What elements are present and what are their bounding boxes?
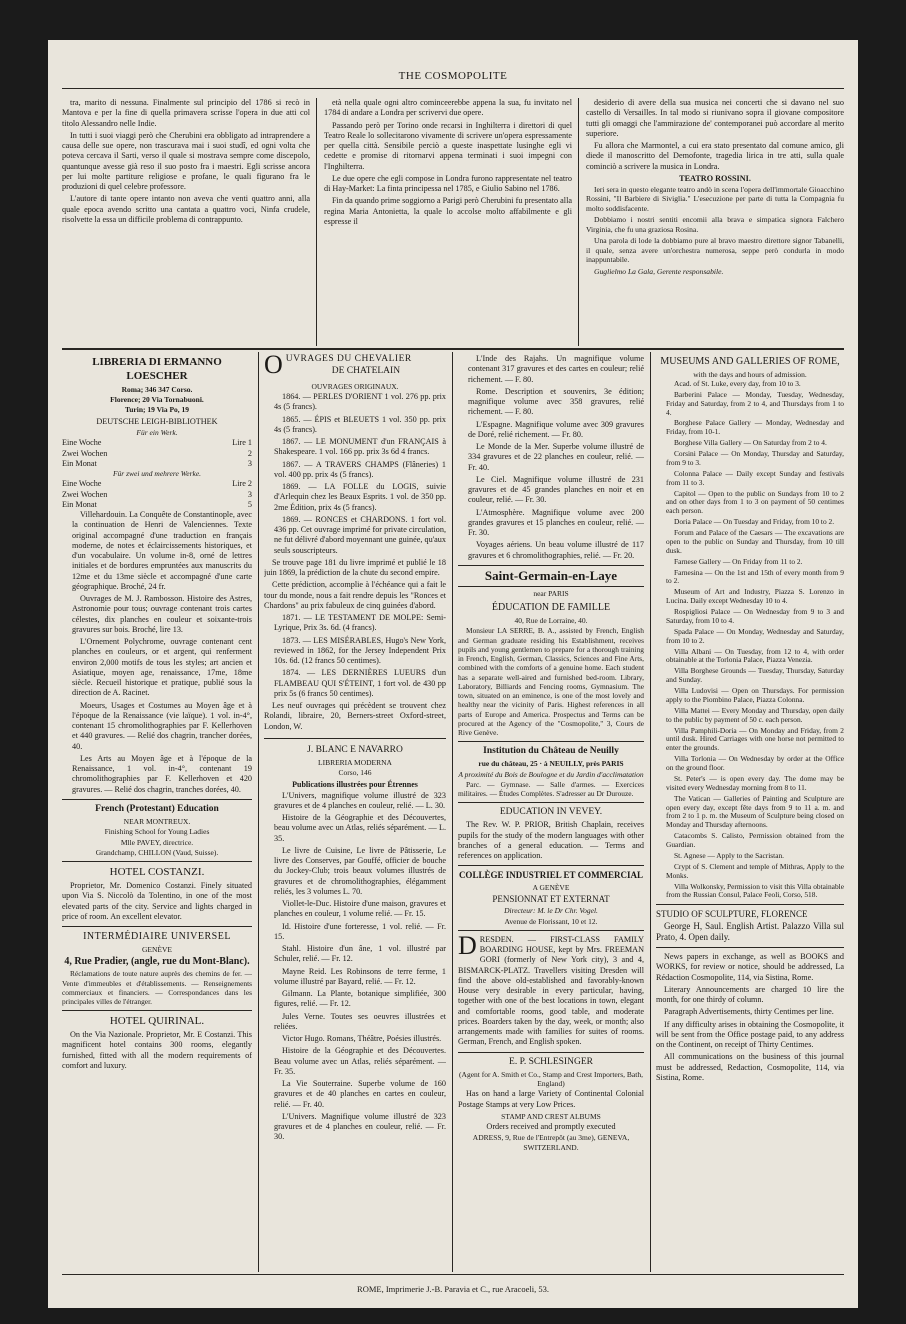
blanc-listing: Gilmann. La Plante, botanique simplifiée, 300 figures, relié. — Fr. 12.: [274, 989, 446, 1009]
museum-entry: Crypt of S. Clement and temple of Mithras, Apply to the Monks.: [666, 861, 844, 880]
article-column-1: [62, 98, 310, 346]
chatelain-listing: 1871. — LE TESTAMENT DE MOLPE: Semi-Lyrique, Prix 3s. 6d. (4 francs).: [274, 613, 446, 633]
loescher-address: Turin; 19 Via Po, 19: [124, 405, 190, 415]
rossini-paragraph: Una parola di lode la dobbiamo pure al bravo maestro direttore signor Tabanelli, il quale, senza avere un'orchestra numerosa, seppe però condurla in modo inappuntabile.: [586, 236, 844, 265]
rossini-heading: TEATRO ROSSINI.: [679, 173, 751, 183]
rate-price: 3: [247, 458, 252, 468]
intermediaire-city: GENÈVE: [142, 944, 172, 954]
french-education-sub: NEAR MONTREUX.: [123, 816, 191, 826]
college-director: Directeur: M. le Dr Chr. Vogel.: [504, 906, 598, 916]
blanc-listing: Le livre de Cuisine, Le livre de Pâtisserie, Le livre des Conserves, par Gouffé, officier de bouche du Jockey-Club; trois beaux volumes illustrés de gravures et de chromolithographies, élégamment reliés, les 3 volumes L. 70.: [274, 845, 446, 896]
chatelain-listing: 1869. — RONCES et CHARDONS. 1 fort vol. 436 pp. Cet ouvrage imprimé for private circulation, ne fut délivré d'abord moyennant une guinée, qu'aux seuls souscripteurs.: [274, 514, 446, 555]
article-paragraph: Passando però per Torino onde recarsi in Inghilterra i direttori di quel Teatro Reale lo sollecitarono vivamente di scrivere un'opera espressamente per quella città. Sensibile perciò a queste inaspettate lusinghe egli vi cedette e promise di ritornarvi appena terminati i suoi impegni con l'Inghilterra.: [324, 120, 572, 171]
rate-price: Lire 2: [232, 479, 252, 489]
museum-entry: Villa Ludovisi — Open on Thursdays. For permission apply to the Piombino Palace, Piazza Colonna.: [666, 686, 844, 704]
schlesinger-sub: (Agent for A. Smith et Co., Stamp and Crest Importers, Bath, England): [459, 1069, 643, 1088]
ad-divider: [656, 904, 844, 905]
museum-entry: Acad. of St. Luke, every day, from 10 to 3.: [674, 378, 801, 388]
rate-price: Lire 1: [232, 438, 252, 448]
neuilly-body: Parc. — Gymnase. — Salle d'armes. — Exercices militaires. — Études Complètes. S'adresser au Dr Durouze.: [458, 779, 644, 799]
blanc-listing: Histoire de la Géographie et des Découvertes. Beau volume avec un Atlas, reliés séparément. — Fr. 35.: [274, 1046, 446, 1076]
museum-entry: Capitol — Open to the public on Sundays from 10 to 2 and on other days from 1 to 3 on payment of 50 centimes each person.: [666, 488, 844, 516]
museums-list: [656, 380, 844, 900]
museum-entry: Doria Palace — On Tuesday and Friday, from 10 to 2.: [674, 517, 835, 527]
rate-row: [62, 500, 252, 510]
blanc-listing: La Vie Souterraine. Superbe volume de 160 gravures et de 40 planches en cartes en couleur, relié. — Fr. 40.: [274, 1079, 446, 1109]
book-listing: Villehardouin. La Conquête de Constantinople, avec la continuation de Henri de Valenciennes. Texte original accompagné d'une traduction en français moderne, de notes et éclaircissements historiques, et d'un vocabulaire. Un volume in-8, orné de lettres initiales et de bordures empruntées aux manuscrits du 12me et du 13me siècle et accompagné d'une carte géographique. Broché, 24 fr.: [72, 510, 252, 591]
museum-entry: Spada Palace — On Monday, Wednesday and Saturday, from 10 to 2.: [666, 626, 844, 645]
neuilly-title: Institution du Château de Neuilly: [483, 746, 619, 757]
rate-label: Zwei Wochen: [62, 489, 108, 499]
saint-germain-title: Saint-Germain-en-Laye: [458, 565, 644, 587]
rate-table: [62, 479, 252, 510]
ad-divider: [458, 741, 644, 742]
blanc-heading: Publications illustrées pour Étrennes: [292, 779, 418, 789]
chatelain-dropcap: O: [264, 354, 283, 379]
blanc-listing: Stahl. Histoire d'un âne, 1 vol. illustré par Schuler, relié. — Fr. 12.: [274, 944, 446, 964]
museums-title: MUSEUMS AND GALLERIES OF ROME,: [660, 356, 840, 367]
notice-paragraph: All communications on the business of this journal must be addressed, Redaction, Cosmopolite, 114, via Sistina, Rome.: [656, 1052, 844, 1082]
museums-sub: with the days and hours of admission.: [693, 369, 807, 379]
rate-price: 5: [247, 499, 252, 509]
loescher-rate-heading: Für ein Werk.: [136, 427, 178, 437]
museum-entry: Farnese Gallery — On Friday from 11 to 2.: [674, 556, 803, 566]
museum-entry: Museum of Art and Industry, Piazza S. Lorenzo in Lucina. Daily except Wednesday 10 to 4.: [666, 587, 844, 606]
chatelain-listing: 1867. — A TRAVERS CHAMPS (Flâneries) 1 vol. 400 pp. prix 4s (5 francs).: [274, 459, 446, 479]
chatelain-listing: 1865. — ÉPIS et BLEUETS 1 vol. 350 pp. prix 4s (5 francs).: [274, 414, 446, 434]
museum-entry: St. Agnese — Apply to the Sacristan.: [674, 850, 785, 860]
column-divider: [578, 98, 579, 346]
chatelain-title: DE CHATELAIN: [331, 365, 401, 376]
ad-divider: [62, 799, 252, 800]
hotel-quirinal-title: HOTEL QUIRINAL.: [109, 1015, 205, 1028]
blanc-sub: Corso, 146: [338, 768, 372, 778]
hotel-quirinal-body: On the Via Nazionale. Proprietor, Mr. E Costanzi. This magnificent hotel contains 300 rooms, elegantly furnished, fitted with all the modern requirements of comfort and luxury.: [62, 1030, 252, 1070]
chatelain-listing: 1867. — LE MONUMENT d'un FRANÇAIS à Shakespeare. 1 vol. 166 pp. prix 3s 6d 4 francs.: [274, 437, 446, 457]
article-paragraph: tra, marito di nessuna. Finalmente sul principio del 1786 si recò in Mantova e per la fine di quella primavera scrisse l'opera in due atti col titolo Alessandro nelle Indie.: [62, 98, 310, 128]
ads-column-museums: [656, 354, 844, 1272]
book-listing: Le Ciel. Magnifique volume illustré de 231 gravures et de 45 grandes planches en noir et en couleur, relié. — Fr. 30.: [468, 474, 644, 505]
ad-divider: [62, 861, 252, 862]
dresden-body: RESDEN. — FIRST-CLASS FAMILY BOARDING HOUSE, kept by Mrs. FREEMAN GORI (formerly of New York city), 3 and 4, BISMARCK-PLATZ. Travellers visiting Dresden will find the above old-established and favorably-known House very desirable in every particular, having, together with one of the best locations in town, elegant and comfortable rooms, good table, and moderate prices. Boarders taken by the day, week, or month; also arrangements made with families for suites of rooms. German, French, and English spoken.: [458, 934, 644, 1047]
studio-body: George H, Saul. English Artist. Palazzo Villa sul Prato, 4. Open daily.: [656, 920, 844, 942]
notice-paragraph: Literary Announcements are charged 10 lire the month, for one thirdy of column.: [656, 984, 844, 1004]
article-paragraph: desiderio di avere della sua musica nei concerti che si davano nel suo castello di Versailles. In tal modo si riunivano sopra il giovane compositore tutti gli omaggi che l'ammirazione de' contemporanei può accordare al merito superiore.: [586, 98, 844, 138]
museum-entry: Borghese Villa Gallery — On Saturday from 2 to 4.: [674, 438, 827, 448]
article-paragraph: Le due opere che egli compose in Londra furono rappresentate nel teatro di Hay-Market: La finta principessa nel 1785, e Giulio Sabino nel 1786.: [324, 173, 572, 193]
book-listing: Rome. Description et souvenirs, 3e édition; magnifique volume avec 358 gravures, relié richement. — F. 80.: [468, 386, 644, 417]
column-divider: [452, 352, 453, 1272]
chatelain-note: Se trouve page 181 du livre imprimé et publié le 18 juin 1869, la prédiction de la chute du second empire.: [264, 557, 446, 578]
section-rule: [62, 348, 844, 350]
loescher-title: LIBRERIA DI ERMANNO LOESCHER: [92, 356, 222, 382]
editor-signature: Guglielmo La Gala, Gerente responsabile.: [594, 266, 724, 276]
french-education-title: French (Protestant) Education: [95, 803, 219, 814]
chatelain-listing: 1873. — LES MISÉRABLES, Hugo's New York, reviewed in 1862, for the Jersey Independent Prix 10s. 6d. (12 francs 50 centimes).: [274, 635, 446, 666]
schlesinger-orders: Orders received and promptly executed: [486, 1122, 616, 1132]
rate-row: [62, 459, 252, 469]
blanc-listing: Histoire de la Géographie et des Découvertes, beau volume avec un Atlas, reliés séparément. — L. 35.: [274, 813, 446, 843]
book-listing: L'Ornement Polychrome, ouvrage contenant cent planches en couleurs, or et argent, qui renferment environ 2,000 motifs de tous les styles; art ancien et Asiatique, moyen age, renaissance, 17me, 18me siècle. Recueil historique et pratique, publié sous la direction de A. Racinet.: [72, 637, 252, 698]
blanc-sub: LIBRERIA MODERNA: [318, 757, 392, 767]
article-paragraph: Fin da quando prime soggiorno a Parigi però Cherubini fu presentato alla regina Maria Antonietta, la quale lo accolse molto affabilmente e gli espresse il: [324, 196, 572, 226]
blanc-listing: Viollet-le-Duc. Histoire d'une maison, gravures et planches en couleur, 1 volume relié. — Fr. 15.: [274, 899, 446, 919]
famille-body: Monsieur LA SERRE, B. A., assisted by French, English and German graduate residing his Establishment, receives pupils and young gentlemen to prepare for a thorough training in French, English, German, Classics, Sciences and Fine Arts, combined with the comforts of a genuine home. Each student has a separate well-aired and furnished bed-room. Library, Laboratory, Billiards and Fencing rooms, Gymnasium. The town, situated on an eminence, is one of the most lovely and healthy near the vicinity of Paris. Highest references in all parts of Europe and America. Prospectus and Terms can be procured at the Agency of the "Cosmopolite," 3, Cours de Rive Genève.: [458, 626, 644, 737]
book-listing: L'Atmosphère. Magnifique volume avec 200 grandes gravures et 15 planches en couleur, relié. — Fr. 30.: [468, 507, 644, 537]
column-divider: [650, 352, 651, 1272]
vevey-body: The Rev. W. P. PRIOR, British Chaplain, receives pupils for the study of the modern languages with other branches of a general education. — Terms and references on application.: [458, 820, 644, 860]
schlesinger-albums: STAMP AND CREST ALBUMS: [501, 1111, 601, 1121]
article-paragraph: In tutti i suoi viaggi però che Cherubini era obbligato ad intraprendere a causa delle sue opere, non trascurava mai i suoi studî, ed ogni volta che poteva cercava il Sarti, verso il quale si mostrava sempre come discepolo, quantunque avesse già reso il suo posto fra i maestri. Egli scrisse ancora per lui molte partiture religiose e profane, le quali figurano fra le produzioni di quel celebre professore.: [62, 130, 310, 191]
college-title: COLLÈGE INDUSTRIEL ET COMMERCIAL: [458, 870, 644, 881]
notice-paragraph: News papers in exchange, as well as BOOKS and WORKS, for review or notice, should be addressed, La Rédaction Cosmopolite, 114, via Sistina, Rome.: [656, 952, 844, 982]
blanc-listing: Jules Verne. Toutes ses oeuvres illustrées et reliées.: [274, 1011, 446, 1031]
ad-divider: [264, 738, 446, 739]
famille-address: 40, Rue de Lorraine, 40.: [514, 615, 588, 625]
college-sub: PENSIONNAT ET EXTERNAT: [492, 893, 610, 904]
museum-entry: Villa Wolkonsky, Permission to visit this Villa obtainable from the Russian Consul, Palace Feoli, Corso, 518.: [666, 881, 844, 900]
museum-entry: Catacombs S. Calisto, Permission obtained from the Guardian.: [666, 831, 844, 849]
ads-column-chatelain: [264, 354, 446, 1272]
loescher-subtitle: DEUTSCHE LEIGH-BIBLIOTHEK: [96, 416, 218, 426]
book-listing: Ouvrages de M. J. Rambosson. Histoire des Astres, Astronomie pour tous; ouvrage contenant trois cartes célestes, dix planches en couleur et soixante-trois gravures sur bois. Broché, lire 13.: [72, 594, 252, 634]
book-listing: Le Monde de la Mer. Superbe volume illustré de 334 gravures et de 22 planches en couleur, relié. — Fr. 40.: [468, 442, 644, 472]
ad-divider: [458, 802, 644, 803]
intermediaire-address: 4, Rue Pradier, (angle, rue du Mont-Blanc).: [64, 955, 250, 967]
neuilly-sub: A proximité du Bois de Boulogne et du Jardin d'acclimatation: [458, 769, 644, 779]
rate-label: Zwei Wochen: [62, 448, 108, 458]
notice-paragraph: Paragraph Advertisements, thirty Centimes per line.: [664, 1007, 834, 1017]
article-paragraph: Fu allora che Marmontel, a cui era stato presentato dal comune amico, gli diede il manoscritto del Demofonte, tragedia lirica in tre atti, sulla quale cominciò a scrivere la musica in Londra.: [586, 141, 844, 171]
schlesinger-body: Has on hand a large Variety of Continental Colonial Postage Stamps at very Low Prices.: [458, 1089, 644, 1109]
museum-entry: Villa Albani — On Tuesday, from 12 to 4, with order obtainable at the Torlonia Palace, Piazza Venezia.: [666, 646, 844, 665]
rate-label: Eine Woche: [62, 479, 102, 489]
book-listing: L'Inde des Rajahs. Un magnifique volume contenant 317 gravures et des cartes en couleur; relié richement. — F. 80.: [468, 354, 644, 384]
book-listing: Voyages aériens. Un beau volume illustré de 117 gravures et 6 chromolithographies, relié. — Fr. 20.: [468, 540, 644, 560]
dresden-ad: [458, 930, 644, 1048]
article-paragraph: età nella quale ogni altro cominceerebbe appena la sua, fu invitato nel 1784 di andare a Londra per scrivervi due opere.: [324, 98, 572, 118]
rossini-paragraph: Ieri sera in questo elegante teatro andò in scena l'opera dell'immortale Gioacchino Rossini, "Il Barbiere di Siviglia." L'esecuzione per parte di tutta la Compagnia fu molto soddisfacente.: [586, 185, 844, 213]
rate-row: [62, 490, 252, 500]
chatelain-listing: 1874. — LES DERNIÈRES LUEURS d'un FLAMBEAU QUI S'ÉTEINT, 1 fort vol. de 430 pp prix 5s (6 francs 50 centimes).: [274, 668, 446, 698]
article-column-3: [586, 98, 844, 346]
french-education-line: Mlle PAVEY, directrice.: [120, 837, 194, 847]
rate-price: 3: [247, 489, 252, 499]
notice-paragraph: If any difficulty arises in obtaining the Cosmopolite, it will be sent from the Office postage paid, to any address on the Continent, on receipt of Thirty Centimes.: [656, 1019, 844, 1049]
chatelain-note: Cette prédiction, accomplie à l'échéance qui a fait le tour du monde, nous a fait rendre depuis les "Ronces et Chardons" au prix fabuleux de cinq guinées d'abord.: [264, 580, 446, 610]
college-address: Avenue de Florissant, 10 et 12.: [504, 916, 598, 926]
blanc-listing: L'Univers. Magnifique volume illustré de 323 gravures et de 4 planches en couleur, relié. — Fr. 30.: [274, 1111, 446, 1142]
chatelain-sub: OUVRAGES ORIGINAUX.: [311, 381, 399, 391]
schlesinger-title: E. P. SCHLESINGER: [509, 1056, 593, 1067]
ad-divider: [458, 930, 644, 931]
blanc-listing: L'Univers, magnifique volume illustré de 323 gravures et de 4 planches en couleur, relié. — L. 30.: [274, 790, 446, 810]
studio-title: STUDIO OF SCULPTURE, FLORENCE: [656, 909, 808, 920]
blanc-listing: Mayne Reid. Les Robinsons de terre ferme, 1 volume illustré par Bayard, relié. — Fr. 12.: [274, 966, 446, 986]
intermediaire-title: INTERMÉDIAIRE UNIVERSEL: [83, 931, 231, 942]
museum-entry: Rospigliosi Palace — On Wednesday from 9 to 3 and Saturday, from 10 to 4.: [666, 607, 844, 625]
blanc-listing: Victor Hugo. Romans, Théâtre, Poésies illustrés.: [282, 1034, 442, 1043]
museum-entry: Barberini Palace — Monday, Tuesday, Wednesday, Friday and Saturday, from 2 to 4, and Thursdays from 1 to 4.: [666, 389, 844, 417]
rate-label: Ein Monat: [62, 458, 97, 468]
neuilly-address: rue du château, 25 · à NEUILLY, près PARIS: [478, 759, 624, 769]
vevey-title: EDUCATION IN VEVEY.: [499, 807, 603, 818]
page-header: THE COSMOPOLITE: [398, 70, 508, 82]
loescher-address: Florence; 20 Via Tornabuoni.: [110, 394, 204, 404]
museum-entry: Farnesina — On the 1st and 15th of every month from 9 to 2.: [666, 567, 844, 586]
french-education-line: Finishing School for Young Ladies: [104, 827, 210, 837]
rate-label: Ein Monat: [62, 499, 97, 509]
column-divider: [316, 98, 317, 346]
rate-table: [62, 438, 252, 469]
rate-row: [62, 479, 252, 489]
ad-divider: [458, 1052, 644, 1053]
rate-row: [62, 438, 252, 448]
schlesinger-address: ADRESS, 9, Rue de l'Entrepôt (au 3me), GENEVA, SWITZERLAND.: [472, 1133, 630, 1152]
ads-column-education: [458, 354, 644, 1272]
footer-rule: [62, 1274, 844, 1275]
article-paragraph: L'autore di tante opere intanto non aveva che venti quattro anni, alla quale epoca avendo scritto una cantata a quattro voci, Ninfa crudele, risolvette la essa un difficile problema di contrappunto.: [62, 194, 310, 224]
article-column-2: [324, 98, 572, 346]
chatelain-note: Les neuf ouvrages qui précèdent se trouvent chez Rolandi, libraire, 20, Berners-street Oxford-street, London, W.: [264, 701, 446, 731]
book-listing: Les Arts au Moyen âge et à l'époque de la Renaissance, 1 vol. in-4°, contenant 19 chromolithographies par F. Kellerhoven et 420 gravures. — Relié dos chagrin, tranches dorées, 40.: [72, 753, 252, 794]
chatelain-title: UVRAGES DU CHEVALIER: [285, 354, 412, 364]
rate-price: 2: [247, 448, 252, 458]
ad-divider: [62, 1010, 252, 1011]
blanc-title: J. BLANC E NAVARRO: [307, 744, 403, 755]
museum-entry: Corsini Palace — On Monday, Thursday and Saturday, from 9 to 3.: [666, 449, 844, 467]
college-city: A GENÈVE: [532, 882, 570, 892]
museum-entry: Forum and Palace of the Caesars — The excavations are open to the public on Sunday and Thursday, from 10 till dusk.: [666, 528, 844, 555]
chatelain-listing: 1864. — PERLES D'ORIENT 1 vol. 276 pp. prix 4s (5 francs).: [274, 392, 446, 412]
museum-entry: Villa Mattei — Every Monday and Thursday, open daily to the public by payment of 50 c. each person.: [666, 705, 844, 724]
museum-entry: St. Peter's — is open every day. The dome may be visited every Wednesday morning from 8 to 11.: [666, 773, 844, 792]
blanc-listing: Id. Histoire d'une forteresse, 1 vol. relié. — Fr. 15.: [274, 921, 446, 941]
ad-divider: [656, 947, 844, 948]
newspaper-page: [48, 40, 858, 1308]
book-listing: L'Espagne. Magnifique volume avec 309 gravures de Doré, relié richement. — Fr. 80.: [468, 419, 644, 439]
rate-row: [62, 449, 252, 459]
loescher-rate-heading: Für zwei und mehrere Werke.: [112, 469, 202, 478]
ads-column-loescher: [62, 354, 252, 1272]
museum-entry: The Vatican — Galleries of Painting and Sculpture are open every day, except fête days from 9 to 11 a. m. and from 2 to 1 p. m. the Museum of Sculpture being closed on Monday and Thursday afternoons.: [666, 793, 844, 830]
french-education-line: Grandchamp, CHILLON (Vaud, Suisse).: [95, 847, 219, 857]
museum-entry: Villa Torlonia — On Wednesday by order at the Office on the ground floor.: [666, 754, 844, 772]
column-divider: [258, 352, 259, 1272]
intermediaire-body: Réclamations de toute nature auprès des chemins de fer. — Vente d'immeubles et d'établissements. — Renseignements commerciaux et financiers. — Correspondances dans les principales villes de l'étranger.: [62, 969, 252, 1007]
rossini-paragraph: Dobbiamo i nostri sentiti encomii alla brava e simpatica signora Falchero Virginia, che fu una graziosa Rosina.: [586, 215, 844, 234]
book-listing: Moeurs, Usages et Costumes au Moyen âge et à l'époque de la Renaissance (vie laïque). 1 vol. in-4°, contenant 15 chromolithographies par F. Kellerhoven et 440 gravures. — Relié dos chagrin, trancher dorées, 40.: [72, 700, 252, 751]
saint-germain-sub: near PARIS: [533, 589, 569, 598]
museum-entry: Villa Borghese Grounds — Tuesday, Thursday, Saturday and Sunday.: [666, 666, 844, 685]
chatelain-heading: [264, 354, 446, 378]
museum-entry: Borghese Palace Gallery — Monday, Wednesday and Friday, from 10-1.: [666, 418, 844, 437]
hotel-costanzi-title: HOTEL COSTANZI.: [109, 866, 205, 879]
header-rule: [62, 88, 844, 89]
hotel-costanzi-body: Proprietor, Mr. Domenico Costanzi. Finely situated upon Via S. Niccolò da Tolentino, in one of the most elevated parts of the city. Service and lights charged in price of room. An excellent elevator.: [62, 881, 252, 921]
famille-title: ÉDUCATION DE FAMILLE: [491, 602, 611, 614]
dresden-dropcap: D: [458, 930, 477, 960]
rate-label: Eine Woche: [62, 438, 102, 448]
ad-divider: [458, 865, 644, 866]
museum-entry: Villa Pamphili-Doria — On Monday and Friday, from 2 until dusk. Hired Carriages with one horse not permitted to enter the grounds.: [666, 725, 844, 753]
ad-divider: [62, 926, 252, 927]
museum-entry: Colonna Palace — Daily except Sunday and festivals from 11 to 3.: [666, 468, 844, 487]
chatelain-listing: 1869. — LA FOLLE du LOGIS, suivie d'Arlequin chez les Beaux Esprits. 1 vol. de 350 pp. 2me Édition, prix 4s (5 francs).: [274, 482, 446, 512]
printer-imprint: ROME, Imprimerie J.-B. Paravia et C., rue Aracoeli, 53.: [357, 1284, 549, 1294]
loescher-address: Roma; 346 347 Corso.: [121, 384, 193, 394]
